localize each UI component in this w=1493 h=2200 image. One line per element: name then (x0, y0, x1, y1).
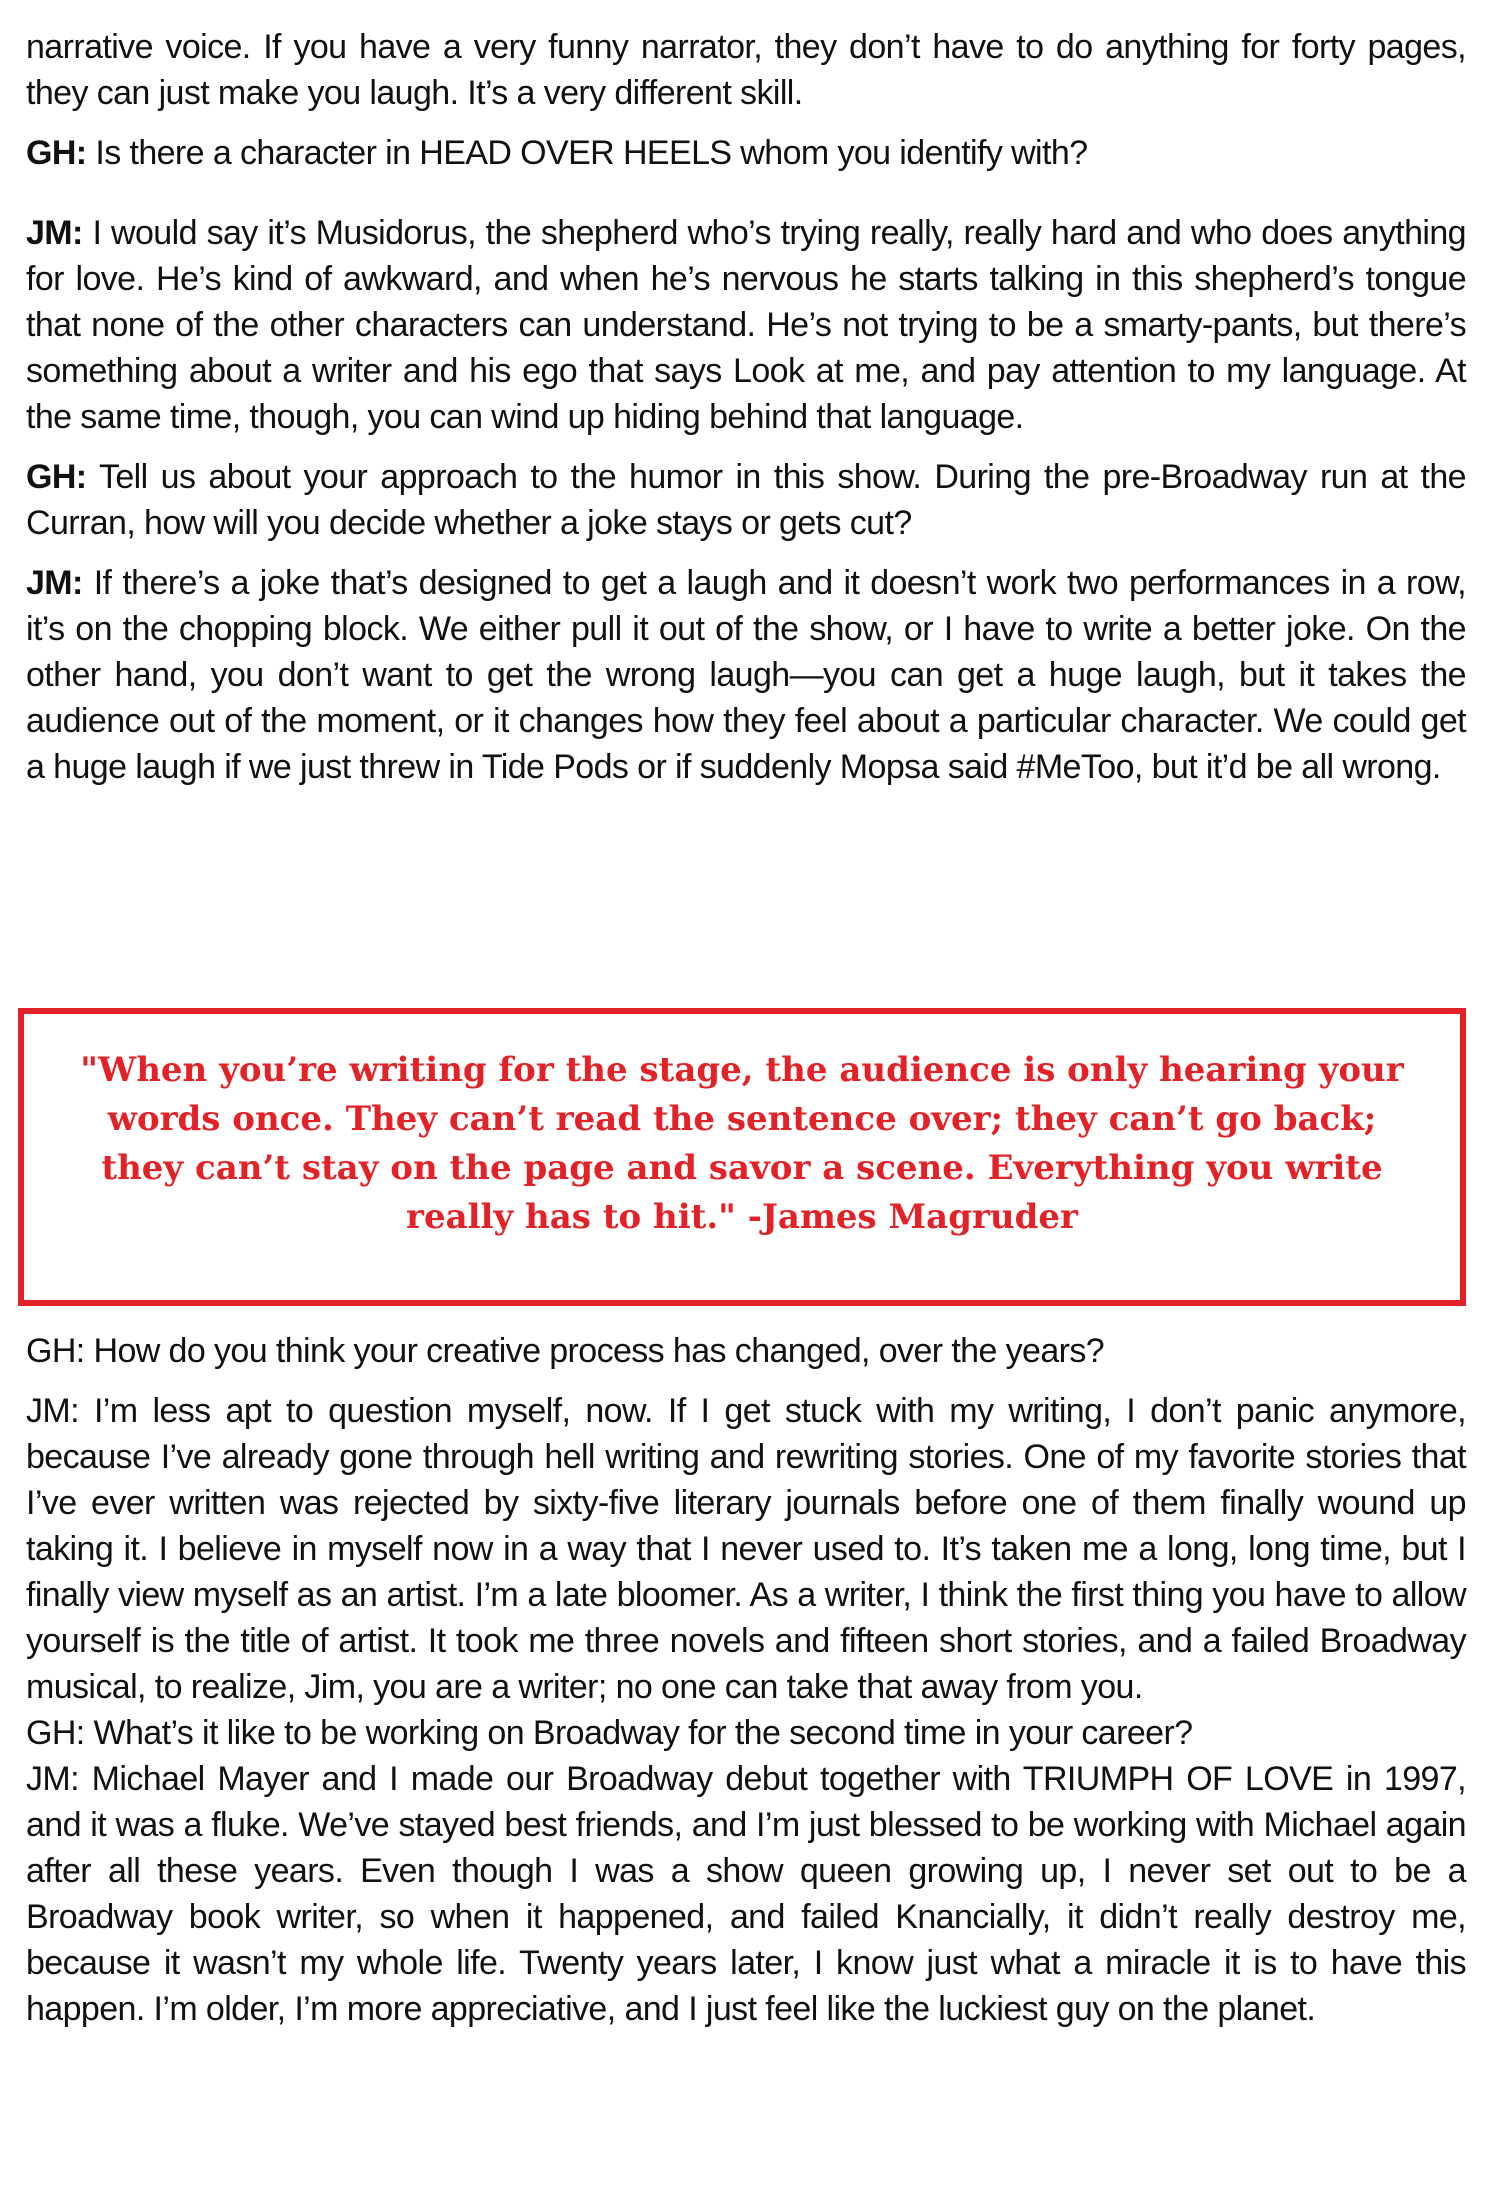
paragraph-text: GH: How do you think your creative process has changed, over the years? (26, 1332, 1105, 1370)
paragraph-text: narrative voice. If you have a very funny narrator, they don’t have to do anything for forty pages, they can just make you laugh. It’s a very different skill. (26, 28, 1466, 112)
paragraph-text: JM: Michael Mayer and I made our Broadway debut together with TRIUMPH OF LOVE in 1997, and it was a fluke. We’ve stayed best friends, and I’m just blessed to be working with Michael again after all these years. Even though I was a show queen growing up, I never set out to be a Broadway book writer, so when it happened, and failed Knancially, it didn’t really destroy me, because it wasn’t my whole life. Twenty years later, I know just what a miracle it is to have this happen. I’m older, I’m more appreciative, and I just feel like the luckiest guy on the planet. (26, 1760, 1466, 2028)
paragraph-continuation (26, 24, 1466, 116)
pull-quote-text: "When you’re writing for the stage, the audience is only hearing your words once. They can’t read the sentence over; they can’t go back; they can’t stay on the page and savor a scene. Everything you write really has to hit." -James Magruder (80, 1050, 1404, 1237)
interview-upper-section (26, 24, 1466, 804)
speaker-label: JM: (26, 214, 83, 252)
question-paragraph (26, 1710, 1466, 1756)
pull-quote-box (18, 1008, 1466, 1306)
answer-paragraph (26, 210, 1466, 440)
question-paragraph (26, 1328, 1466, 1374)
speaker-label: JM: (26, 564, 83, 602)
answer-paragraph (26, 560, 1466, 790)
paragraph-text: I would say it’s Musidorus, the shepherd who’s trying really, really hard and who does anything for love. He’s kind of awkward, and when he’s nervous he starts talking in this shepherd’s tongue that none of the other characters can understand. He’s not trying to be a smarty-pants, but there’s something about a writer and his ego that says Look at me, and pay attention to my language. At the same time, though, you can wind up hiding behind that language. (26, 214, 1466, 436)
paragraph-text: Is there a character in HEAD OVER HEELS whom you identify with? (86, 134, 1088, 172)
speaker-label: GH: (26, 458, 87, 496)
interview-lower-section (26, 1328, 1466, 2032)
question-paragraph (26, 454, 1466, 546)
answer-paragraph (26, 1388, 1466, 1710)
speaker-label: GH: (26, 134, 87, 172)
answer-paragraph (26, 1756, 1466, 2032)
paragraph-text: JM: I’m less apt to question myself, now. If I get stuck with my writing, I don’t panic anymore, because I’ve already gone through hell writing and rewriting stories. One of my favorite stories that I’ve ever written was rejected by sixty-five literary journals before one of them finally wound up taking it. I believe in myself now in a way that I never used to. It’s taken me a long, long time, but I finally view myself as an artist. I’m a late bloomer. As a writer, I think the first thing you have to allow yourself is the title of artist. It took me three novels and fifteen short stories, and a failed Broadway musical, to realize, Jim, you are a writer; no one can take that away from you. (26, 1392, 1466, 1706)
paragraph-text: If there’s a joke that’s designed to get a laugh and it doesn’t work two performances in a row, it’s on the chopping block. We either pull it out of the show, or I have to write a better joke. On the other hand, you don’t want to get the wrong laugh—you can get a huge laugh, but it takes the audience out of the moment, or it changes how they feel about a particular character. We could get a huge laugh if we just threw in Tide Pods or if suddenly Mopsa said #MeToo, but it’d be all wrong. (26, 564, 1466, 786)
paragraph-text: GH: What’s it like to be working on Broadway for the second time in your career? (26, 1714, 1193, 1752)
paragraph-text: Tell us about your approach to the humor in this show. During the pre-Broadway run at the Curran, how will you decide whether a joke stays or gets cut? (26, 458, 1466, 542)
question-paragraph (26, 130, 1466, 176)
